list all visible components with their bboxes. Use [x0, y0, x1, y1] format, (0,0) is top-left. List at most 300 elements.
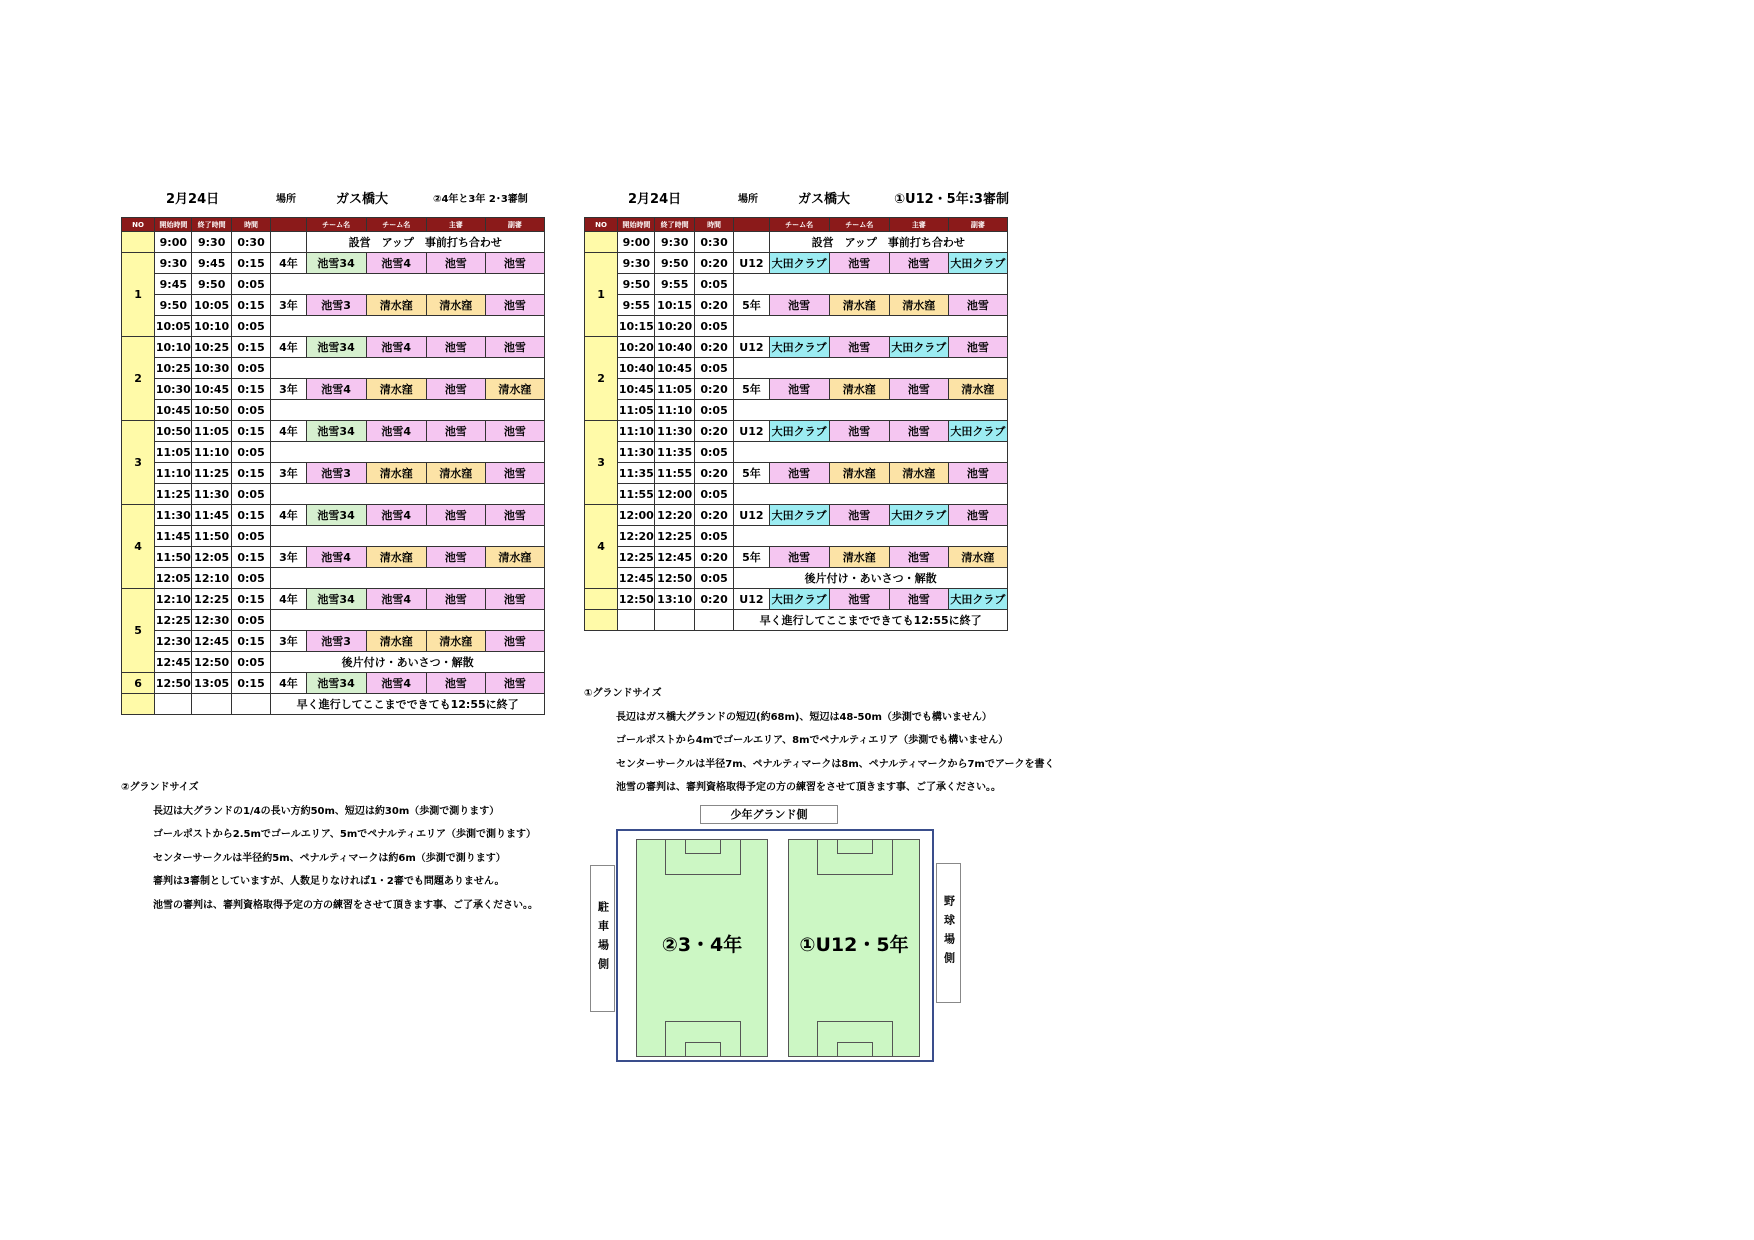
grade-cell: 3年: [271, 547, 306, 568]
grade-cell: U12: [734, 505, 769, 526]
break-cell: [734, 400, 1008, 421]
assistant-referee-cell: 清水窪: [485, 547, 544, 568]
start-time-cell: 9:50: [618, 274, 655, 295]
table-row: [585, 232, 1008, 253]
team2-cell: 池雪4: [366, 421, 426, 442]
grade-cell: 3年: [271, 295, 306, 316]
break-cell: [734, 442, 1008, 463]
team2-cell: 池雪: [829, 589, 889, 610]
end-time-cell: 10:05: [192, 295, 231, 316]
duration-cell: 0:05: [231, 358, 270, 379]
left-format: ②4年と3年 2･3審制: [433, 194, 528, 205]
no-cell: 2: [585, 337, 618, 421]
end-time-cell: 11:10: [655, 400, 694, 421]
break-cell: [734, 358, 1008, 379]
column-header: 開始時間: [155, 218, 192, 232]
team1-cell: 池雪34: [306, 589, 366, 610]
no-cell: 4: [122, 505, 155, 589]
end-time-cell: 10:30: [192, 358, 231, 379]
team1-cell: 池雪34: [306, 673, 366, 694]
duration-cell: 0:05: [231, 652, 270, 673]
team1-cell: 池雪: [769, 379, 829, 400]
pitch-right-label: ①U12・5年: [799, 934, 909, 956]
table-row: [585, 526, 1008, 547]
column-header: 主審: [889, 218, 948, 232]
team1-cell: 池雪: [769, 463, 829, 484]
duration-cell: 0:05: [694, 568, 733, 589]
table-row: [122, 526, 545, 547]
start-time-cell: 9:00: [155, 232, 192, 253]
end-time-cell: 10:15: [655, 295, 694, 316]
break-cell: [271, 400, 545, 421]
end-time-cell: 11:55: [655, 463, 694, 484]
duration-cell: 0:20: [694, 463, 733, 484]
start-time-cell: 9:55: [618, 295, 655, 316]
duration-cell: 0:15: [231, 631, 270, 652]
end-time-cell: 9:50: [192, 274, 231, 295]
duration-cell: 0:15: [231, 253, 270, 274]
break-cell: [734, 274, 1008, 295]
right-note-line: ゴールポストから4mでゴールエリア、8mでペナルティエリア（歩測でも構いません）: [616, 735, 1009, 746]
referee-cell: 池雪: [889, 379, 948, 400]
team2-cell: 清水窪: [366, 631, 426, 652]
end-time-cell: 9:45: [192, 253, 231, 274]
team2-cell: 池雪: [829, 253, 889, 274]
team1-cell: 池雪3: [306, 631, 366, 652]
team1-cell: 大田クラブ: [769, 253, 829, 274]
table-row: [122, 652, 545, 673]
top-side-label: 少年グランド側: [700, 805, 838, 824]
duration-cell: 0:05: [231, 400, 270, 421]
break-cell: [271, 610, 545, 631]
column-header: チーム名: [366, 218, 426, 232]
referee-cell: 清水窪: [426, 295, 485, 316]
grade-cell: 3年: [271, 463, 306, 484]
end-time-cell: 12:50: [192, 652, 231, 673]
start-time-cell: 12:05: [155, 568, 192, 589]
column-header: 副審: [948, 218, 1007, 232]
duration-cell: 0:20: [694, 337, 733, 358]
note-cell: 設営 アップ 事前打ち合わせ: [769, 232, 1007, 253]
end-time-cell: 11:30: [192, 484, 231, 505]
no-cell: 6: [122, 673, 155, 694]
referee-cell: 池雪: [426, 253, 485, 274]
start-time-cell: 11:45: [155, 526, 192, 547]
duration-cell: 0:05: [231, 484, 270, 505]
end-time-cell: 9:30: [192, 232, 231, 253]
table-row: [122, 421, 545, 442]
grade-cell: 4年: [271, 253, 306, 274]
table-row: [122, 232, 545, 253]
team1-cell: 大田クラブ: [769, 337, 829, 358]
grade-cell: 4年: [271, 589, 306, 610]
blank-cell: [734, 232, 769, 253]
team2-cell: 池雪4: [366, 505, 426, 526]
referee-cell: 池雪: [889, 589, 948, 610]
assistant-referee-cell: 池雪: [485, 505, 544, 526]
column-header: チーム名: [829, 218, 889, 232]
duration-cell: 0:20: [694, 253, 733, 274]
break-cell: [271, 316, 545, 337]
start-time-cell: 10:40: [618, 358, 655, 379]
team1-cell: 池雪4: [306, 379, 366, 400]
table-row: [122, 631, 545, 652]
column-header: 時間: [694, 218, 733, 232]
table-row: [122, 505, 545, 526]
team2-cell: 清水窪: [366, 547, 426, 568]
table-row: [122, 547, 545, 568]
duration-cell: 0:15: [231, 589, 270, 610]
assistant-referee-cell: 清水窪: [485, 379, 544, 400]
start-time-cell: 10:50: [155, 421, 192, 442]
start-time-cell: 9:45: [155, 274, 192, 295]
assistant-referee-cell: 池雪: [485, 631, 544, 652]
no-cell: 1: [122, 253, 155, 337]
start-time-cell: 11:35: [618, 463, 655, 484]
table-row: [122, 463, 545, 484]
duration-cell: 0:30: [694, 232, 733, 253]
assistant-referee-cell: 大田クラブ: [948, 589, 1007, 610]
right-note-line: センターサークルは半径7m、ペナルティマークは8m、ペナルティマークから7mでアークを書く: [616, 758, 1055, 770]
end-time-cell: 10:40: [655, 337, 694, 358]
no-cell: 5: [122, 589, 155, 673]
grade-cell: 3年: [271, 631, 306, 652]
end-time-cell: 9:50: [655, 253, 694, 274]
right-schedule-table: [584, 217, 1008, 631]
duration-cell: 0:05: [694, 442, 733, 463]
duration-cell: 0:20: [694, 547, 733, 568]
column-header: 開始時間: [618, 218, 655, 232]
end-time-cell: 12:45: [192, 631, 231, 652]
end-time-cell: [655, 610, 694, 631]
left-note-line: ゴールポストから2.5mでゴールエリア、5mでペナルティエリア（歩測で測ります）: [153, 829, 537, 840]
table-row: [122, 295, 545, 316]
referee-cell: 池雪: [426, 337, 485, 358]
grade-cell: 5年: [734, 463, 769, 484]
break-cell: [734, 316, 1008, 337]
table-row: [122, 484, 545, 505]
table-row: [585, 295, 1008, 316]
referee-cell: 池雪: [426, 547, 485, 568]
column-header: NO: [122, 218, 155, 232]
table-row: [585, 589, 1008, 610]
column-header: 時間: [231, 218, 270, 232]
team2-cell: 清水窪: [366, 295, 426, 316]
team1-cell: 大田クラブ: [769, 505, 829, 526]
no-cell: [585, 232, 618, 253]
team1-cell: 池雪: [769, 295, 829, 316]
referee-cell: 清水窪: [426, 463, 485, 484]
assistant-referee-cell: 大田クラブ: [948, 253, 1007, 274]
referee-cell: 池雪: [889, 253, 948, 274]
start-time-cell: 12:25: [155, 610, 192, 631]
pitch-u12-5-year: [788, 839, 920, 1057]
right-side-label: 野球場側: [936, 863, 961, 1003]
note-cell: 設営 アップ 事前打ち合わせ: [306, 232, 544, 253]
start-time-cell: 11:05: [155, 442, 192, 463]
table-row: [122, 610, 545, 631]
right-note-line: 長辺はガス橋大グランドの短辺(約68m)、短辺は48-50m（歩測でも構いません）: [616, 711, 992, 723]
table-row: [585, 421, 1008, 442]
duration-cell: 0:20: [694, 379, 733, 400]
column-header: NO: [585, 218, 618, 232]
table-row: [122, 673, 545, 694]
grade-cell: 5年: [734, 295, 769, 316]
no-cell: [585, 610, 618, 631]
left-notes-title: ②グランドサイズ: [121, 782, 199, 793]
left-note-line: センターサークルは半径約5m、ペナルティマークは約6m（歩測で測ります）: [153, 852, 506, 864]
break-cell: [271, 526, 545, 547]
start-time-cell: 12:30: [155, 631, 192, 652]
start-time-cell: 9:00: [618, 232, 655, 253]
duration-cell: 0:15: [231, 295, 270, 316]
table-row: [122, 253, 545, 274]
grade-cell: 4年: [271, 337, 306, 358]
team1-cell: 池雪34: [306, 253, 366, 274]
duration-cell: 0:05: [694, 358, 733, 379]
left-date: 2月24日: [166, 192, 220, 207]
referee-cell: 池雪: [426, 505, 485, 526]
grade-cell: 5年: [734, 379, 769, 400]
team2-cell: 池雪4: [366, 673, 426, 694]
duration-cell: 0:05: [231, 316, 270, 337]
team2-cell: 清水窪: [366, 379, 426, 400]
table-row: [122, 442, 545, 463]
field-diagram: [590, 805, 960, 1060]
start-time-cell: 12:45: [155, 652, 192, 673]
column-header: 終了時間: [192, 218, 231, 232]
end-time-cell: 11:45: [192, 505, 231, 526]
table-row: [585, 484, 1008, 505]
team2-cell: 清水窪: [829, 379, 889, 400]
break-cell: [734, 526, 1008, 547]
end-time-cell: [192, 694, 231, 715]
no-cell: [122, 694, 155, 715]
end-time-cell: 11:50: [192, 526, 231, 547]
table-row: [122, 379, 545, 400]
left-place-label: 場所: [276, 194, 296, 205]
end-time-cell: 12:30: [192, 610, 231, 631]
referee-cell: 池雪: [426, 421, 485, 442]
start-time-cell: 10:15: [618, 316, 655, 337]
grade-cell: U12: [734, 337, 769, 358]
duration-cell: 0:20: [694, 589, 733, 610]
referee-cell: 池雪: [889, 547, 948, 568]
end-time-cell: 11:10: [192, 442, 231, 463]
table-row: [122, 274, 545, 295]
end-time-cell: 10:10: [192, 316, 231, 337]
assistant-referee-cell: 池雪: [485, 295, 544, 316]
start-time-cell: [618, 610, 655, 631]
team2-cell: 清水窪: [829, 547, 889, 568]
no-cell: 1: [585, 253, 618, 337]
referee-cell: 大田クラブ: [889, 505, 948, 526]
referee-cell: 池雪: [426, 673, 485, 694]
goal-area-top: [685, 839, 721, 854]
end-time-cell: 11:05: [192, 421, 231, 442]
referee-cell: 清水窪: [889, 463, 948, 484]
grade-cell: 3年: [271, 379, 306, 400]
assistant-referee-cell: 池雪: [485, 337, 544, 358]
end-time-cell: 9:55: [655, 274, 694, 295]
start-time-cell: 12:00: [618, 505, 655, 526]
table-row: [122, 400, 545, 421]
duration-cell: 0:20: [694, 421, 733, 442]
table-row: [585, 400, 1008, 421]
no-cell: 2: [122, 337, 155, 421]
end-time-cell: 10:45: [655, 358, 694, 379]
duration-cell: 0:15: [231, 379, 270, 400]
referee-cell: 清水窪: [426, 631, 485, 652]
duration-cell: 0:05: [231, 274, 270, 295]
start-time-cell: 12:50: [155, 673, 192, 694]
duration-cell: [694, 610, 733, 631]
duration-cell: 0:05: [694, 316, 733, 337]
start-time-cell: 12:20: [618, 526, 655, 547]
end-time-cell: 10:45: [192, 379, 231, 400]
team1-cell: 池雪34: [306, 505, 366, 526]
end-time-cell: 11:05: [655, 379, 694, 400]
column-header: チーム名: [306, 218, 366, 232]
end-time-cell: 11:30: [655, 421, 694, 442]
duration-cell: 0:15: [231, 547, 270, 568]
end-time-cell: 10:20: [655, 316, 694, 337]
start-time-cell: 9:50: [155, 295, 192, 316]
end-time-cell: 12:05: [192, 547, 231, 568]
left-note-line: 長辺は大グランドの1/4の長い方約50m、短辺は約30m（歩測で測ります）: [153, 805, 500, 817]
note-cell: 早く進行してここまでできても12:55に終了: [271, 694, 545, 715]
note-cell: 後片付け・あいさつ・解散: [271, 652, 545, 673]
left-note-line: 審判は3審制としていますが、人数足りなければ1・2審でも問題ありません。: [153, 876, 505, 887]
start-time-cell: 11:30: [155, 505, 192, 526]
grade-cell: U12: [734, 253, 769, 274]
team1-cell: 池雪: [769, 547, 829, 568]
left-notes: [121, 776, 538, 917]
assistant-referee-cell: 池雪: [485, 253, 544, 274]
assistant-referee-cell: 池雪: [485, 589, 544, 610]
grade-cell: U12: [734, 421, 769, 442]
start-time-cell: 11:50: [155, 547, 192, 568]
no-cell: [122, 232, 155, 253]
start-time-cell: 11:25: [155, 484, 192, 505]
pitch-left-label: ②3・4年: [661, 934, 743, 956]
duration-cell: 0:15: [231, 673, 270, 694]
right-format: ①U12・5年:3審制: [894, 192, 1009, 207]
right-place-label: 場所: [738, 194, 758, 205]
table-row: [122, 589, 545, 610]
end-time-cell: 12:50: [655, 568, 694, 589]
break-cell: [271, 274, 545, 295]
team1-cell: 池雪3: [306, 463, 366, 484]
column-header: チーム名: [769, 218, 829, 232]
table-row: [122, 337, 545, 358]
assistant-referee-cell: 池雪: [948, 295, 1007, 316]
team1-cell: 大田クラブ: [769, 421, 829, 442]
duration-cell: 0:15: [231, 463, 270, 484]
end-time-cell: 10:25: [192, 337, 231, 358]
table-row: [585, 505, 1008, 526]
start-time-cell: 10:10: [155, 337, 192, 358]
assistant-referee-cell: 池雪: [485, 421, 544, 442]
blank-cell: [271, 232, 306, 253]
column-header: [271, 218, 306, 232]
grade-cell: 4年: [271, 421, 306, 442]
left-side-label: 駐車場側: [590, 865, 615, 1012]
team2-cell: 清水窪: [366, 463, 426, 484]
table-row: [585, 610, 1008, 631]
table-row: [585, 316, 1008, 337]
referee-cell: 池雪: [426, 589, 485, 610]
no-cell: 3: [585, 421, 618, 505]
referee-cell: 池雪: [889, 421, 948, 442]
pitch-3-4-year: [636, 839, 768, 1057]
assistant-referee-cell: 池雪: [948, 337, 1007, 358]
goal-area-top: [837, 839, 873, 854]
right-notes: [584, 682, 1055, 800]
note-cell: 後片付け・あいさつ・解散: [734, 568, 1008, 589]
table-row: [585, 358, 1008, 379]
assistant-referee-cell: 大田クラブ: [948, 421, 1007, 442]
end-time-cell: 12:10: [192, 568, 231, 589]
grade-cell: 4年: [271, 505, 306, 526]
goal-area-bottom: [837, 1042, 873, 1057]
assistant-referee-cell: 池雪: [948, 463, 1007, 484]
end-time-cell: 12:20: [655, 505, 694, 526]
start-time-cell: 10:45: [618, 379, 655, 400]
right-place: ガス橋大: [798, 192, 851, 207]
grade-cell: 4年: [271, 673, 306, 694]
assistant-referee-cell: 池雪: [485, 463, 544, 484]
start-time-cell: 12:10: [155, 589, 192, 610]
duration-cell: 0:15: [231, 505, 270, 526]
table-row: [585, 337, 1008, 358]
assistant-referee-cell: 清水窪: [948, 547, 1007, 568]
duration-cell: 0:15: [231, 337, 270, 358]
duration-cell: 0:20: [694, 295, 733, 316]
team2-cell: 池雪4: [366, 337, 426, 358]
duration-cell: 0:05: [231, 610, 270, 631]
team1-cell: 大田クラブ: [769, 589, 829, 610]
break-cell: [271, 568, 545, 589]
table-row: [585, 442, 1008, 463]
team2-cell: 池雪4: [366, 589, 426, 610]
start-time-cell: 11:10: [155, 463, 192, 484]
column-header: [734, 218, 769, 232]
start-time-cell: 11:10: [618, 421, 655, 442]
start-time-cell: 10:45: [155, 400, 192, 421]
column-header: 主審: [426, 218, 485, 232]
table-row: [122, 316, 545, 337]
grade-cell: U12: [734, 589, 769, 610]
start-time-cell: 11:05: [618, 400, 655, 421]
duration-cell: 0:30: [231, 232, 270, 253]
duration-cell: 0:05: [231, 442, 270, 463]
team2-cell: 池雪: [829, 505, 889, 526]
duration-cell: 0:05: [694, 400, 733, 421]
table-row: [585, 379, 1008, 400]
start-time-cell: 9:30: [155, 253, 192, 274]
assistant-referee-cell: 清水窪: [948, 379, 1007, 400]
end-time-cell: 10:50: [192, 400, 231, 421]
grade-cell: 5年: [734, 547, 769, 568]
left-note-line: 池雪の審判は、審判資格取得予定の方の練習をさせて頂きます事、ご了承ください。。: [153, 899, 538, 911]
duration-cell: 0:05: [231, 526, 270, 547]
duration-cell: [231, 694, 270, 715]
end-time-cell: 13:10: [655, 589, 694, 610]
duration-cell: 0:05: [694, 526, 733, 547]
start-time-cell: 10:25: [155, 358, 192, 379]
break-cell: [271, 442, 545, 463]
